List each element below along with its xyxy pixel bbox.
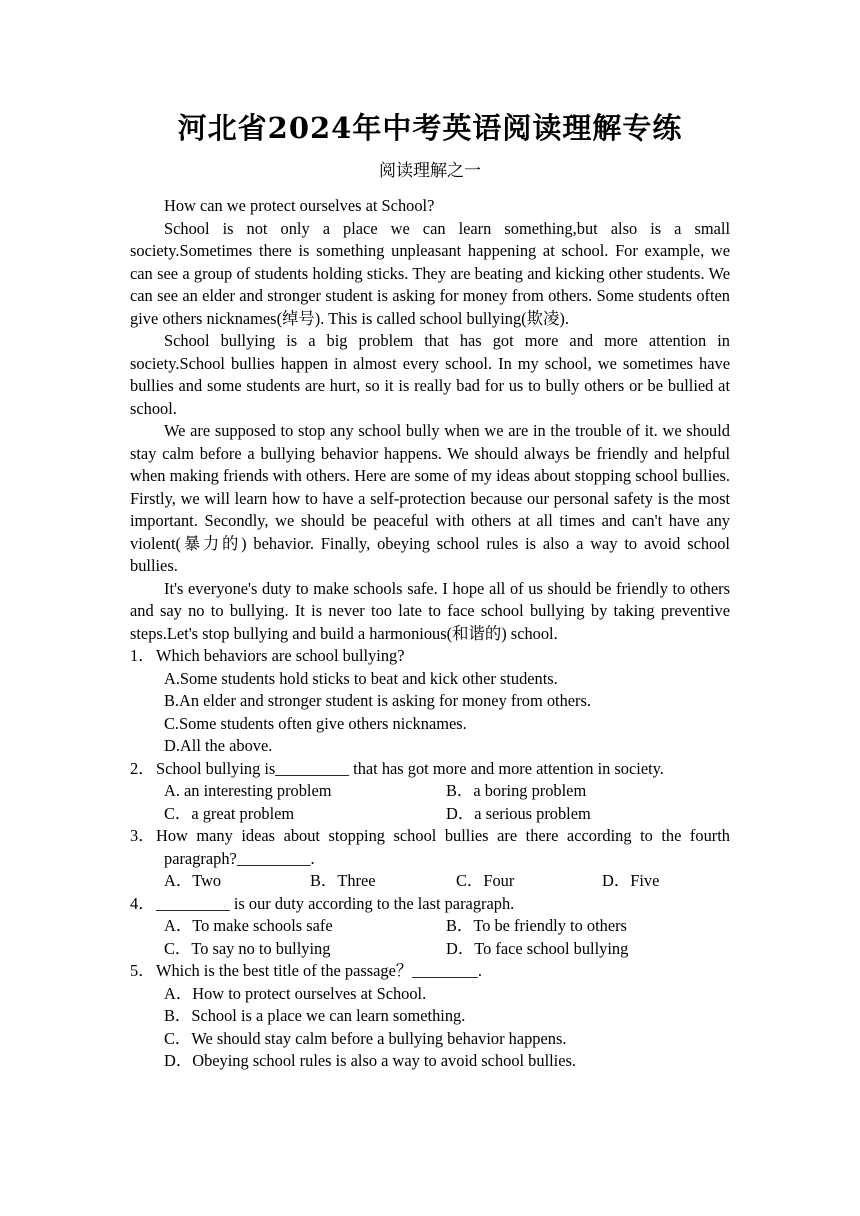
- option-d: D．Five: [602, 871, 660, 890]
- question-number: 2．: [130, 758, 155, 778]
- option-c: C．To say no to bullying: [164, 938, 331, 958]
- option-row: [130, 870, 730, 893]
- question-stem: [130, 825, 730, 870]
- question-4: [130, 893, 730, 961]
- question-1: [130, 645, 730, 758]
- passage-paragraph-3: We are supposed to stop any school bully when we are in the trouble of it. we should stay calm before a bullying behavior happens. We should always be friendly and helpful when making friends with others. Here are some of my ideas about stopping school bullies. Firstly, we will learn how to have a self-protection because our personal safety is the most important. Secondly, we should be peaceful with others at all times and can't have any violent(暴力的) behavior. Finally, obeying school rules is also a way to avoid school bullies.: [130, 421, 730, 575]
- option-a: A.Some students hold sticks to beat and kick other students.: [164, 668, 558, 688]
- option-row: [130, 803, 730, 826]
- question-text: How many ideas about stopping school bullies are there according to the fourth paragraph?_________.: [156, 826, 730, 868]
- option-b: B．Three: [310, 871, 376, 890]
- option-a: A．Two: [164, 871, 222, 890]
- option-d: D．To face school bullying: [446, 938, 629, 958]
- question-number: 1．: [130, 646, 155, 665]
- page-title: 河北省2024年中考英语阅读理解专练: [177, 111, 683, 145]
- page-subtitle: 阅读理解之一: [379, 161, 481, 181]
- option-b: B．a boring problem: [446, 781, 587, 800]
- passage-question: How can we protect ourselves at School?: [164, 196, 435, 215]
- passage-paragraph-4: It's everyone's duty to make schools safe. I hope all of us should be friendly to others and say no to bullying. It is never too late to face school bullying by taking preventive steps.Let's stop bullying and build a harmonious(和谐的) school.: [130, 578, 730, 643]
- option-row: [130, 915, 730, 938]
- passage-paragraph-1: School is not only a place we can learn something,but also is a small society.Sometimes there is something unpleasant happening at school. For example, we can see a group of students holding sticks. They are beating and kicking other students. We can see an elder and stronger student is asking for money from others. Some students often give others nicknames(绰号). This is called school bullying(欺凌).: [130, 218, 730, 328]
- question-stem: [130, 960, 730, 983]
- question-number: 3．: [130, 826, 155, 845]
- option-c: C．We should stay calm before a bullying behavior happens.: [164, 1028, 567, 1048]
- option-b: B.An elder and stronger student is asking for money from others.: [164, 691, 591, 710]
- option-c: C．Four: [456, 871, 515, 890]
- option-a: A. an interesting problem: [164, 781, 332, 800]
- question-3: [130, 825, 730, 893]
- question-5: [130, 960, 730, 1073]
- question-stem: [130, 893, 730, 916]
- question-2: [130, 758, 730, 826]
- option-d: D.All the above.: [164, 736, 273, 755]
- question-text: School bullying is_________ that has got more and more attention in society.: [156, 758, 664, 778]
- question-text: Which behaviors are school bullying?: [156, 646, 405, 665]
- option-c: C．a great problem: [164, 803, 295, 823]
- option-a: A．To make schools safe: [164, 916, 333, 935]
- question-text: Which is the best title of the passage？________.: [156, 961, 482, 980]
- option-row: [130, 938, 730, 961]
- option-b: B．To be friendly to others: [446, 916, 627, 935]
- option-b: B．School is a place we can learn something.: [164, 1006, 466, 1025]
- question-stem: [130, 645, 730, 668]
- passage-paragraph-2: School bullying is a big problem that has got more and more attention in society.School bullies happen in almost every school. In my school, we sometimes have bullies and some students are hurt, so it is really bad for us to bully others or be bullied at school.: [130, 331, 730, 418]
- option-d: D．Obeying school rules is also a way to avoid school bullies.: [164, 1051, 576, 1070]
- option-row: [130, 780, 730, 803]
- option-a: A．How to protect ourselves at School.: [164, 983, 427, 1003]
- document-body: [130, 195, 730, 1073]
- question-stem: [130, 758, 730, 781]
- option-c: C.Some students often give others nicknames.: [164, 713, 467, 733]
- question-number: 4．: [130, 893, 155, 913]
- option-d: D．a serious problem: [446, 803, 591, 823]
- question-number: 5．: [130, 961, 155, 980]
- question-text: _________ is our duty according to the last paragraph.: [156, 893, 515, 913]
